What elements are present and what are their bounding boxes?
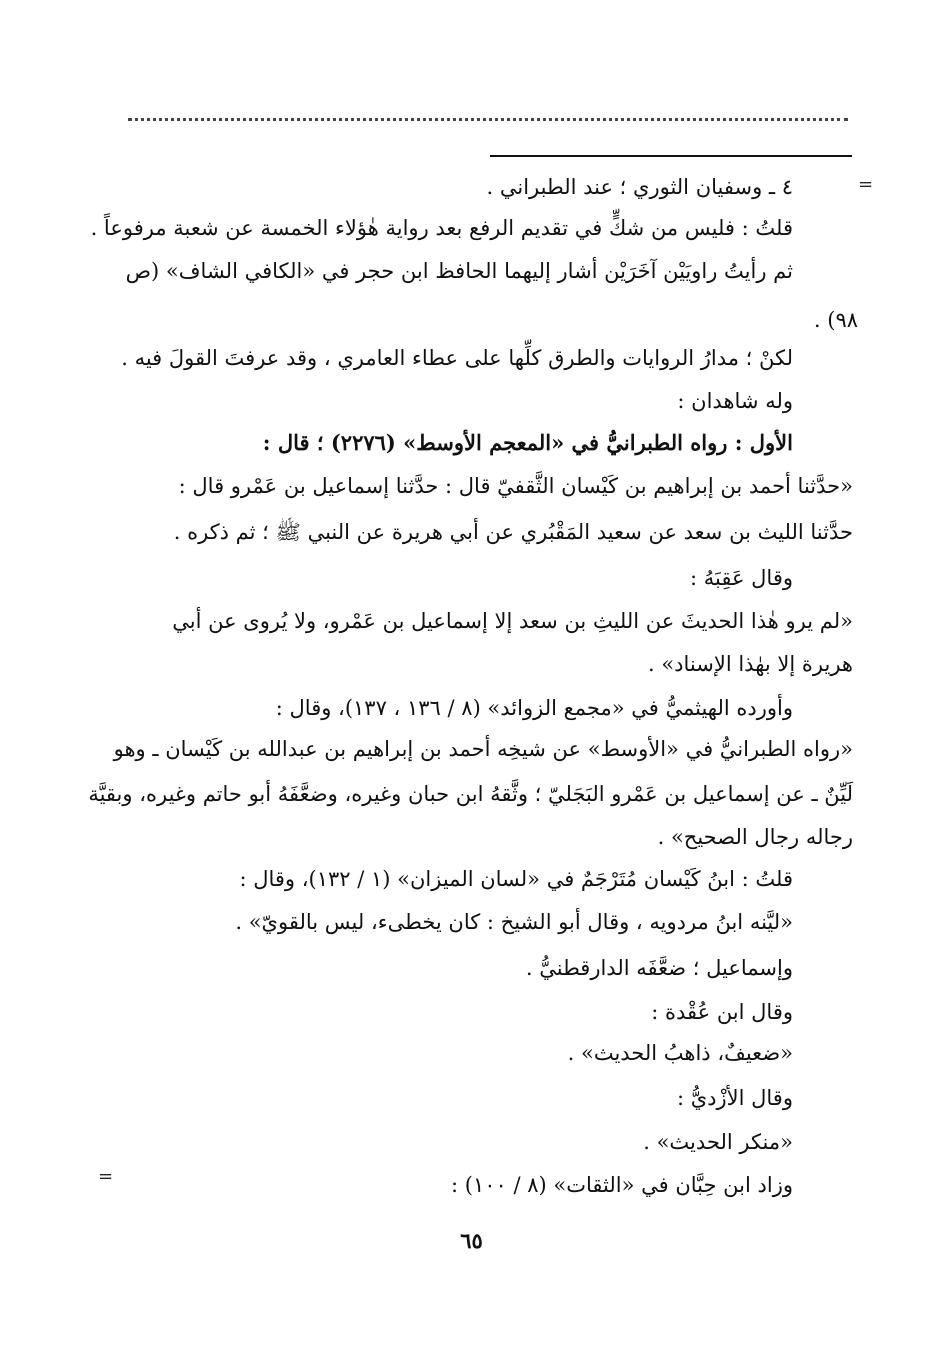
text-line: ٩٨) .: [813, 308, 858, 332]
header-rule: [490, 155, 852, 157]
text-line: لكنْ ؛ مدارُ الروايات والطرق كلِّها على عطاء العامري ، وقد عرفتَ القولَ فيه .: [121, 346, 793, 370]
dotted-separator: [128, 118, 848, 121]
text-line: قلتُ : ابنُ كَيْسان مُتَرْجَمٌ في «لسان الميزان» (١ / ١٣٢)، وقال :: [239, 867, 793, 891]
text-line: وقال ابن عُقْدة :: [651, 1000, 793, 1024]
margin-mark: =: [98, 1166, 114, 1187]
text-line: وله شاهدان :: [677, 389, 793, 413]
text-line: الأول : رواه الطبرانيُّ في «المعجم الأوسط» (٢٢٧٦) ؛ قال :: [262, 430, 793, 455]
text-line: «ليَّنه ابنُ مردويه ، وقال أبو الشيخ : كان يخطىء، ليس بالقويّ» .: [235, 910, 793, 934]
text-line: «لم يرو هٰذا الحديثَ عن الليثِ بن سعد إلا إسماعيل بن عَمْرو، ولا يُروى عن أبي: [172, 609, 853, 633]
text-line: وأورده الهيثميُّ في «مجمع الزوائد» (٨ / ١٣٦ ، ١٣٧)، وقال :: [275, 696, 793, 720]
text-line: «رواه الطبرانيُّ في «الأوسط» عن شيخِه أحمد بن إبراهيم بن عبدالله بن كَيْسان ـ وهو: [113, 737, 853, 761]
text-line: ٤ ـ وسفيان الثوري ؛ عند الطبراني .: [486, 175, 793, 199]
text-line: وزاد ابن حِبَّان في «الثقات» (٨ / ١٠٠) :: [451, 1173, 793, 1197]
text-line: «حدَّثنا أحمد بن إبراهيم بن كَيْسان الثَّقفيّ قال : حدَّثنا إسماعيل بن عَمْرو قال :: [178, 474, 853, 498]
text-line: رجاله رجال الصحيح» .: [657, 825, 853, 849]
margin-mark: =: [858, 174, 874, 195]
page-number: ٦٥: [460, 1228, 483, 1253]
text-line: ثم رأيتُ راويَيْن آخَرَيْن أشار إليهما الحافظ ابن حجر في «الكافي الشاف» (ص: [125, 259, 793, 283]
text-line: «منكر الحديث» .: [643, 1130, 793, 1154]
text-line: هريرة إلا بهٰذا الإسناد» .: [647, 652, 853, 676]
text-line: «ضعيفٌ، ذاهبُ الحديث» .: [567, 1041, 793, 1065]
text-line: وإسماعيل ؛ ضعَّفَه الدارقطنيُّ .: [525, 956, 793, 980]
text-line: لَيِّنٌ ـ عن إسماعيل بن عَمْرو البَجَليّ ؛ وثَّقهُ ابن حبان وغيره، وضعَّفَهُ أبو حاتم وغيره، وبقيَّة: [88, 782, 853, 806]
text-line: حدَّثنا الليث بن سعد عن سعيد المَقْبُري عن أبي هريرة عن النبي ﷺ ؛ ثم ذكره .: [173, 520, 853, 544]
text-line: وقال الأزْديُّ :: [676, 1086, 793, 1110]
text-line: قلتُ : فليس من شكٍّ في تقديم الرفع بعد رواية هٰؤلاء الخمسة عن شعبة مرفوعاً .: [90, 216, 793, 240]
text-line: وقال عَقِبَهُ :: [689, 566, 793, 590]
